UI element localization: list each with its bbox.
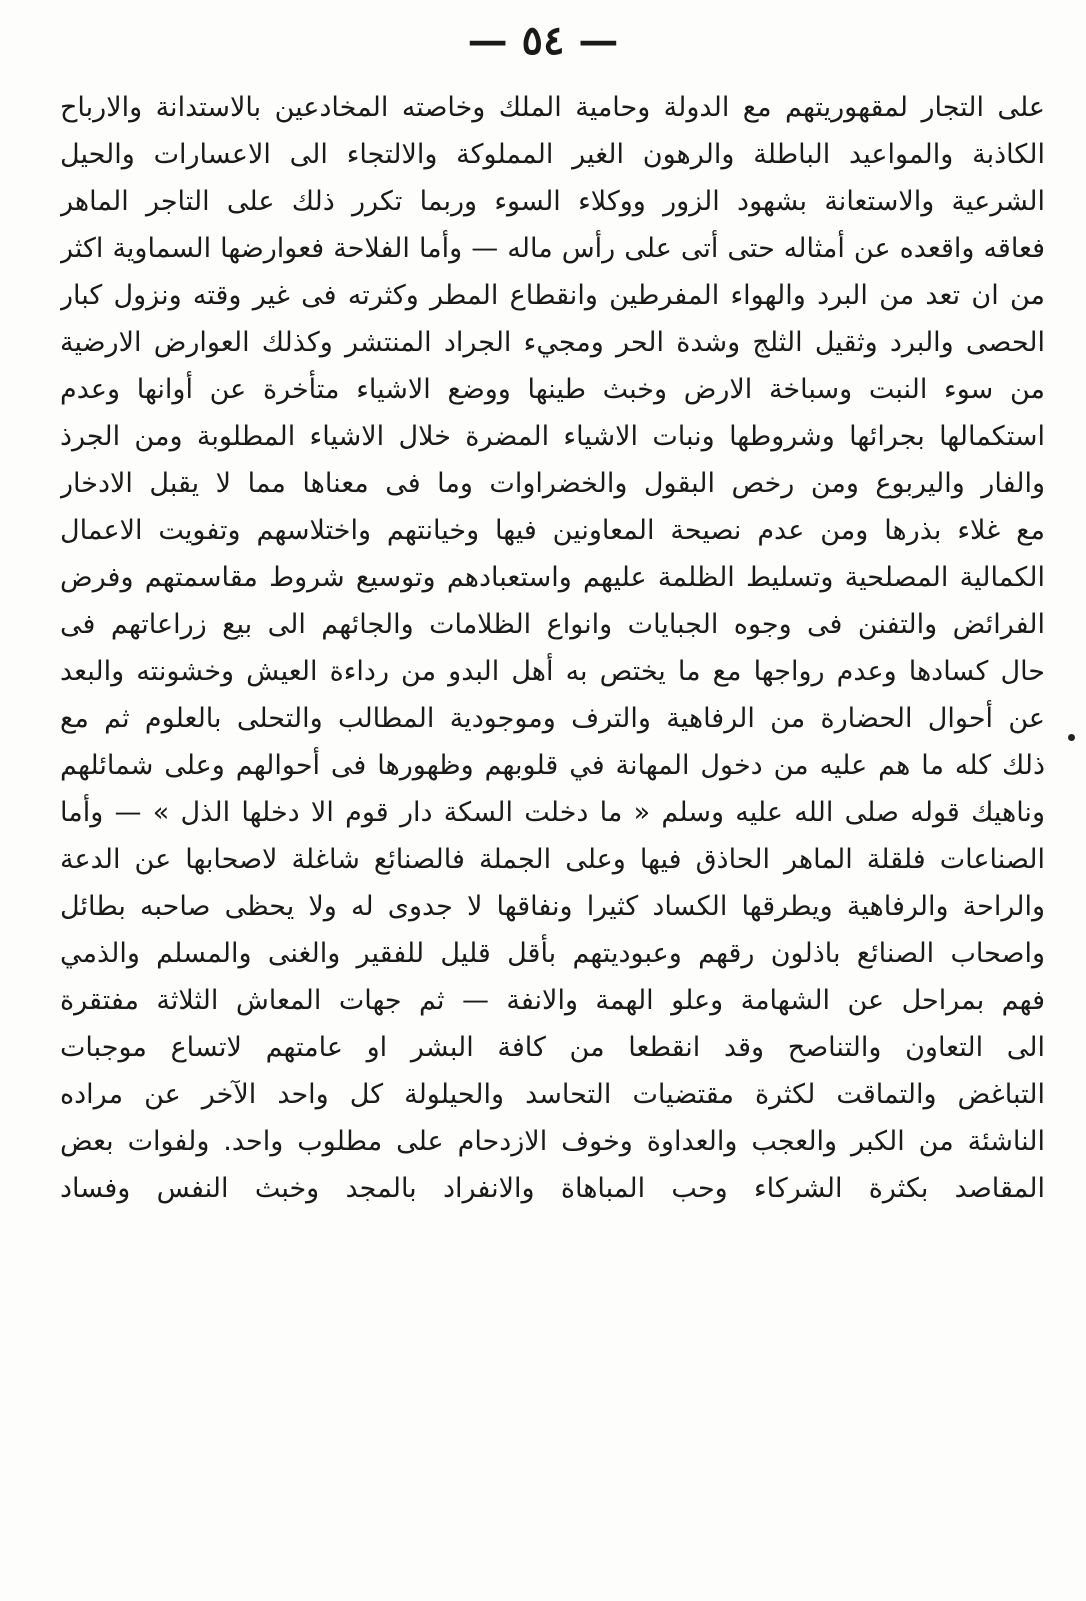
text-line: الكاذبة والمواعيد الباطلة والرهون الغير المملوكة والالتجاء الى الاعسارات والحيل: [60, 139, 1045, 170]
text-line: الناشئة من الكبر والعجب والعداوة وخوف الازدحام على مطلوب واحد. ولفوات بعض: [60, 1126, 1045, 1157]
text-line: عن أحوال الحضارة من الرفاهية والترف وموجودية المطالب والتحلى بالعلوم ثم مع: [60, 703, 1045, 734]
text-line: والراحة والرفاهية ويطرقها الكساد كثيرا ونفاقها لا جدوى له ولا يحظى صاحبه بطائل: [60, 891, 1045, 922]
page-header: [0, 10, 1086, 70]
text-line: حال كسادها وعدم رواجها مع ما يختص به أهل البدو من رداءة العيش وخشونته والبعد: [60, 656, 1045, 687]
text-line: من سوء النبت وسباخة الارض وخبث طينها ووضع الاشياء متأخرة عن أوانها وعدم: [60, 374, 1045, 405]
text-line: الشرعية والاستعانة بشهود الزور ووكلاء السوء وربما تكرر ذلك على التاجر الماهر: [60, 186, 1045, 217]
text-line: والفار واليربوع ومن رخص البقول والخضراوات وما فى معناها مما لا يقبل الادخار: [60, 468, 1045, 499]
text-line: مع غلاء بذرها ومن عدم نصيحة المعاونين فيها وخيانتهم واختلاسهم وتفويت الاعمال: [60, 515, 1045, 546]
text-line: الحصى والبرد وثقيل الثلج وشدة الحر ومجيء الجراد المنتشر وكذلك العوارض الارضية: [60, 327, 1045, 358]
text-line: من ان تعد من البرد والهواء المفرطين وانقطاع المطر وكثرته فى غير وقته ونزول كبار: [60, 280, 1045, 311]
body-text: [60, 84, 1045, 1212]
text-line: على التجار لمقهوريتهم مع الدولة وحامية الملك وخاصته المخادعين بالاستدانة والارباح: [60, 92, 1045, 123]
text-line: الكمالية المصلحية وتسليط الظلمة عليهم واستعبادهم وتوسيع شروط مقاسمتهم وفرض: [60, 562, 1045, 593]
text-line: التباغض والتماقت لكثرة مقتضيات التحاسد والحيلولة كل واحد الآخر عن مراده: [60, 1079, 1045, 1110]
text-line: الفرائض والتفنن فى وجوه الجبايات وانواع الظلامات والجائهم الى بيع زراعاتهم فى: [60, 609, 1045, 640]
text-line: ذلك كله ما هم عليه من دخول المهانة في قلوبهم وظهورها فى أحوالهم وعلى شمائلهم: [60, 750, 1045, 781]
text-line: واصحاب الصنائع باذلون رقهم وعبوديتهم بأقل قليل للفقير والغنى والمسلم والذمي: [60, 938, 1045, 969]
page-number: — ٥٤ —: [467, 16, 619, 64]
text-line: استكمالها بجرائها وشروطها ونبات الاشياء المضرة خلال الاشياء المطلوبة ومن الجرذ: [60, 421, 1045, 452]
text-line: وناهيك قوله صلى الله عليه وسلم « ما دخلت السكة دار قوم الا دخلها الذل » — وأما: [60, 797, 1045, 828]
text-line: فعاقه واقعده عن أمثاله حتى أتى على رأس ماله — وأما الفلاحة فعوارضها السماوية اكثر: [60, 233, 1045, 264]
text-line: فهم بمراحل عن الشهامة وعلو الهمة والانفة — ثم جهات المعاش الثلاثة مفتقرة: [60, 985, 1045, 1016]
text-line: الى التعاون والتناصح وقد انقطعا من كافة البشر او عامتهم لاتساع موجبات: [60, 1032, 1045, 1063]
margin-mark: [1068, 734, 1075, 741]
text-line: الصناعات فلقلة الماهر الحاذق فيها وعلى الجملة فالصنائع شاغلة لاصحابها عن الدعة: [60, 844, 1045, 875]
text-line: المقاصد بكثرة الشركاء وحب المباهاة والانفراد بالمجد وخبث النفس وفساد: [60, 1173, 1045, 1204]
